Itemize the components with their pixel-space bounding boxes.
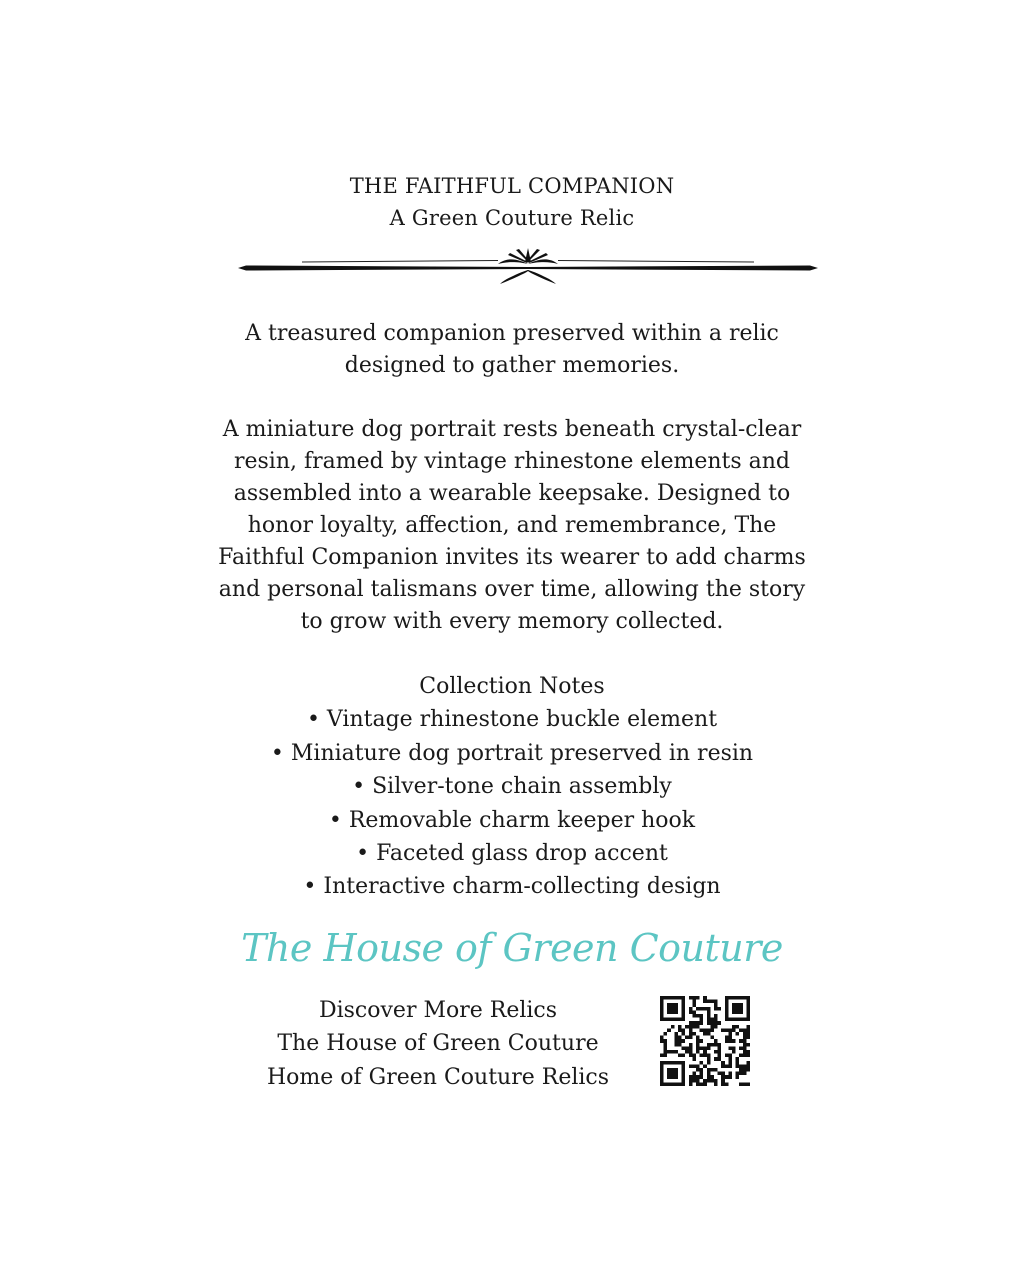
collection-note-item: • Faceted glass drop accent — [356, 841, 668, 867]
footer-line: Discover More Relics — [318, 998, 558, 1023]
collection-notes — [0, 670, 1024, 904]
intro-paragraph — [0, 318, 1024, 382]
ornamental-divider-icon — [236, 240, 820, 290]
page-title: THE FAITHFUL COMPANION — [349, 174, 675, 198]
collection-notes-heading: Collection Notes — [419, 674, 605, 699]
collection-note-item: • Removable charm keeper hook — [328, 807, 696, 833]
footer-text — [238, 994, 638, 1094]
description-line: assembled into a wearable keepsake. Designed to — [233, 481, 791, 506]
description-line: Faithful Companion invites its wearer to add charms — [218, 545, 806, 570]
footer-line: The House of Green Couture — [277, 1031, 599, 1057]
brand-script-logo: The House of Green Couture — [241, 926, 783, 970]
intro-line: A treasured companion preserved within a relic — [245, 321, 779, 346]
collection-note-item: • Miniature dog portrait preserved in resin — [270, 740, 754, 766]
qr-code-icon[interactable] — [660, 996, 750, 1086]
collection-note-item: • Interactive charm-collecting design — [303, 874, 721, 900]
footer-line: Home of Green Couture Relics — [266, 1064, 610, 1090]
description-line: honor loyalty, affection, and remembrance, The — [247, 513, 777, 538]
description-line: and personal talismans over time, allowing the story — [218, 577, 806, 602]
page-subtitle: A Green Couture Relic — [389, 206, 635, 230]
description-line: resin, framed by vintage rhinestone elements and — [233, 449, 791, 474]
description-line: to grow with every memory collected. — [300, 609, 724, 634]
intro-line: designed to gather memories. — [344, 353, 680, 378]
collection-note-item: • Vintage rhinestone buckle element — [306, 707, 718, 733]
description-paragraph — [0, 414, 1024, 638]
title-block — [0, 170, 1024, 234]
description-line: A miniature dog portrait rests beneath crystal-clear — [222, 417, 802, 442]
collection-note-item: • Silver-tone chain assembly — [352, 774, 672, 800]
